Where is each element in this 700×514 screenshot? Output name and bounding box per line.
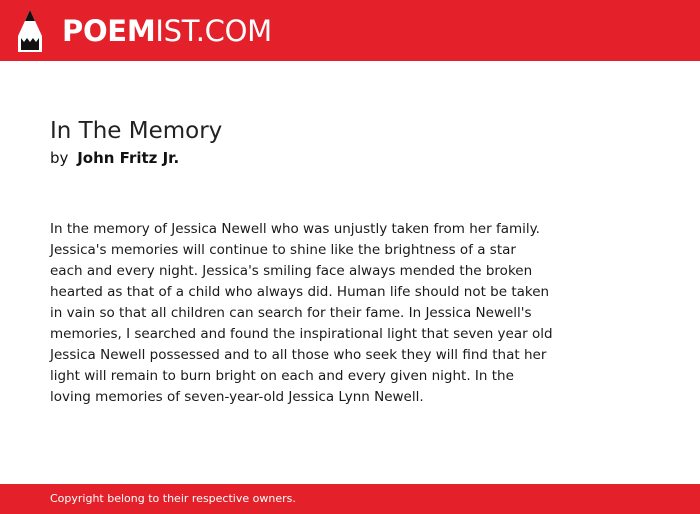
footer-bar (0, 484, 700, 514)
poem-body (50, 219, 565, 408)
by-label: by (50, 149, 69, 167)
poem-line: memories, I searched and found the inspirational light that seven year old (50, 326, 553, 342)
poem-line: light will remain to burn bright on each and every given night. In the (50, 368, 514, 384)
poem-line: hearted as that of a child who always did. Human life should not be taken (50, 284, 550, 300)
author-name: John Fritz Jr. (77, 149, 180, 167)
poem-line: in vain so that all children can search for their fame. In Jessica Newell's (50, 305, 532, 321)
logo-bold-text: POEM (62, 14, 156, 48)
site-logo[interactable] (62, 11, 272, 51)
header-bar (0, 0, 700, 61)
logo-light-text: IST.COM (155, 14, 272, 48)
poem-line: Jessica Newell possessed and to all those who seek they will find that her (50, 347, 547, 363)
poem-title: In The Memory (50, 118, 223, 144)
poem-line: Jessica's memories will continue to shine like the brightness of a star (50, 242, 516, 258)
pencil-icon (18, 10, 42, 52)
poem-line: each and every night. Jessica's smiling face always mended the broken (50, 263, 533, 279)
poem-line: loving memories of seven-year-old Jessica Lynn Newell. (50, 389, 424, 405)
byline (50, 148, 179, 168)
poem-line: In the memory of Jessica Newell who was unjustly taken from her family. (50, 221, 540, 237)
copyright-text: Copyright belong to their respective owners. (50, 492, 296, 505)
